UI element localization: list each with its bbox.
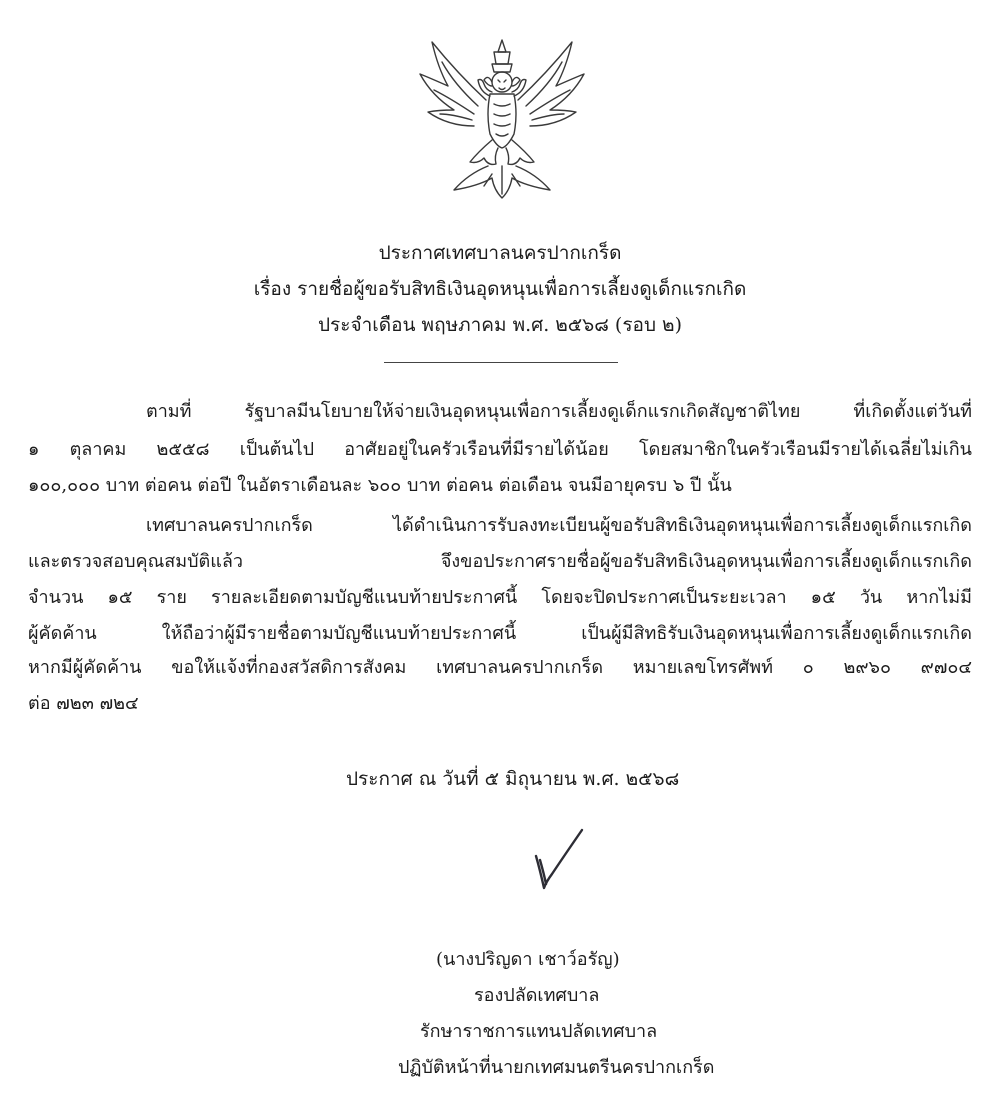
heading-period: ประจำเดือน พฤษภาคม พ.ศ. ๒๕๖๘ (รอบ ๒)	[318, 314, 682, 336]
garuda-emblem-icon	[408, 34, 596, 204]
paragraph2-line6: ต่อ ๗๒๓ ๗๒๔	[28, 693, 139, 714]
signatory-position-3: ปฏิบัติหน้าที่นายกเทศมนตรีนครปากเกร็ด	[398, 1057, 715, 1078]
paragraph1-line3: ๑๐๐,๐๐๐ บาท ต่อคน ต่อปี ในอัตราเดือนละ ๖๐๐ บาท ต่อคน ต่อเดือน จนมีอายุครบ ๖ ปี นั้น	[28, 475, 732, 496]
signatory-position-2: รักษาราชการแทนปลัดเทศบาล	[420, 1021, 658, 1042]
paragraph1-line1: ตามที่ รัฐบาลมีนโยบายให้จ่ายเงินอุดหนุนเพื่อการเลี้ยงดูเด็กแรกเกิดสัญชาติไทย ที่เกิดตั้งแต่วันที่	[146, 401, 972, 422]
signature-mark	[528, 826, 604, 898]
announcement-date: ประกาศ ณ วันที่ ๕ มิถุนายน พ.ศ. ๒๕๖๘	[346, 768, 680, 790]
signatory-name: (นางปริญดา เชาว์อรัญ)	[436, 949, 620, 970]
paragraph2-line3: จำนวน ๑๕ ราย รายละเอียดตามบัญชีแนบท้ายประกาศนี้ โดยจะปิดประกาศเป็นระยะเวลา ๑๕ วัน หากไม่มี	[28, 587, 972, 608]
signatory-position-1: รองปลัดเทศบาล	[474, 985, 600, 1006]
heading-divider	[384, 362, 618, 363]
heading-subject: เรื่อง รายชื่อผู้ขอรับสิทธิเงินอุดหนุนเพื่อการเลี้ยงดูเด็กแรกเกิด	[253, 278, 747, 300]
heading-title: ประกาศเทศบาลนครปากเกร็ด	[378, 242, 622, 264]
paragraph2-line5: หากมีผู้คัดค้าน ขอให้แจ้งที่กองสวัสดิการสังคม เทศบาลนครปากเกร็ด หมายเลขโทรศัพท์ ๐ ๒๙๖๐ ๙๗๐๔	[28, 657, 972, 678]
paragraph2-line2: และตรวจสอบคุณสมบัติแล้ว จึงขอประกาศรายชื่อผู้ขอรับสิทธิเงินอุดหนุนเพื่อการเลี้ยงดูเด็กแรกเกิด	[28, 551, 972, 572]
paragraph2-line4: ผู้คัดค้าน ให้ถือว่าผู้มีรายชื่อตามบัญชีแนบท้ายประกาศนี้ เป็นผู้มีสิทธิรับเงินอุดหนุนเพื่อการเลี้ยงดูเด็กแรกเกิด	[28, 623, 972, 644]
paragraph2-line1: เทศบาลนครปากเกร็ด ได้ดำเนินการรับลงทะเบียนผู้ขอรับสิทธิเงินอุดหนุนเพื่อการเลี้ยงดูเด็กแรกเกิด	[146, 515, 972, 536]
paragraph1-line2: ๑ ตุลาคม ๒๕๕๘ เป็นต้นไป อาศัยอยู่ในครัวเรือนที่มีรายได้น้อย โดยสมาชิกในครัวเรือนมีรายได้เฉลี่ยไม่เกิน	[28, 439, 972, 460]
